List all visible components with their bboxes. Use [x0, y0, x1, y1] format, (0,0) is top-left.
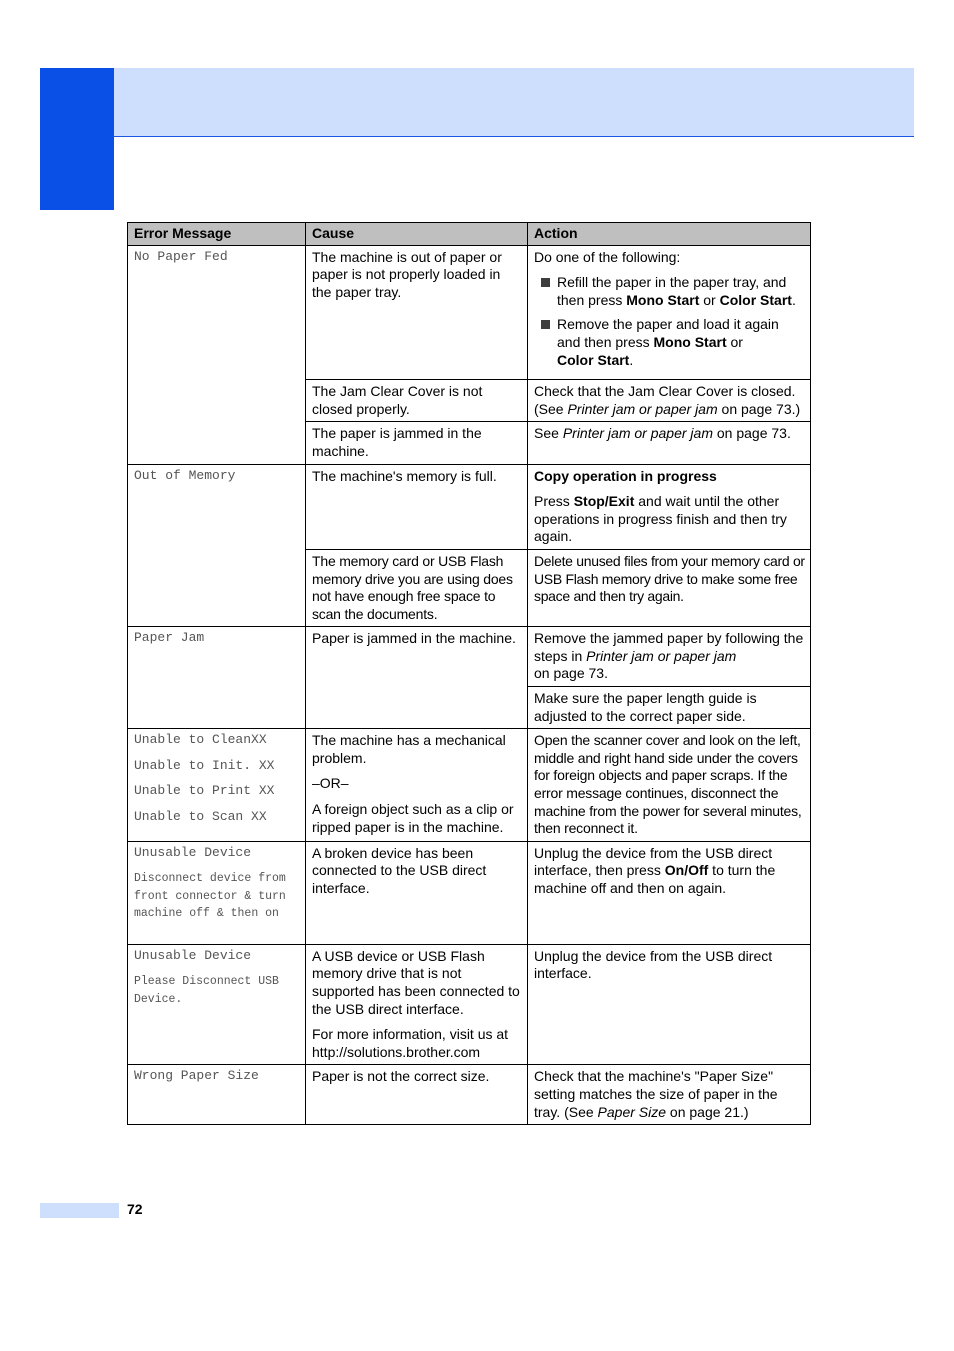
cause-text: A USB device or USB Flash memory drive that is not supported has been connected to the USB direct interface. — [312, 947, 520, 1017]
cause-text: The machine has a mechanical problem. — [312, 732, 506, 766]
error-message: Unable to Scan XX — [134, 809, 267, 825]
error-message-cell — [128, 627, 306, 729]
error-message: Unusable Device — [134, 947, 252, 963]
action-text: Delete unused files from your memory card or USB Flash memory drive to make some free space and then try again. — [534, 552, 805, 605]
action-cell — [528, 464, 811, 549]
action-cell — [528, 944, 811, 1065]
action-cell — [528, 1065, 811, 1125]
cause-cell — [306, 944, 528, 1065]
cause-cell — [306, 729, 528, 842]
action-cell — [528, 549, 811, 626]
table-row — [128, 841, 811, 944]
error-message: Out of Memory — [134, 467, 236, 483]
cause-text: The Jam Clear Cover is not closed properly. — [312, 383, 483, 417]
action-cell — [528, 422, 811, 464]
action-cell — [528, 841, 811, 944]
chapter-header-band — [114, 68, 914, 137]
error-message-cell — [128, 464, 306, 627]
cause-cell — [306, 422, 528, 464]
error-message-cell — [128, 245, 306, 464]
error-message: Unable to Print XX — [134, 783, 275, 799]
table-row — [128, 464, 811, 549]
table-row — [128, 245, 811, 380]
action-text: Unplug the device from the USB direct interface, then press On/Off to turn the machine off and then on again. — [534, 844, 776, 896]
error-message-cell — [128, 1065, 306, 1125]
cause-cell — [306, 1065, 528, 1125]
cause-cell — [306, 841, 528, 944]
table-row — [128, 944, 811, 1065]
cause-text: The machine is out of paper or paper is not properly loaded in the paper tray. — [312, 248, 502, 300]
action-text: Remove the jammed paper by following the steps in Printer jam or paper jam on page 73. — [534, 630, 804, 682]
error-message-cell — [128, 729, 306, 842]
footer-bar — [40, 1203, 119, 1218]
action-cell — [528, 245, 811, 380]
cause-text: A foreign object such as a clip or ripped paper is in the machine. — [312, 801, 514, 835]
cause-cell — [306, 380, 528, 422]
action-cell — [528, 687, 811, 729]
column-header-error-message: Error Message — [128, 223, 306, 246]
action-cell — [528, 627, 811, 687]
table-row — [128, 729, 811, 842]
cause-text: The memory card or USB Flash memory drive you are using does not have enough free space to scan the documents. — [312, 552, 513, 622]
action-text: Check that the Jam Clear Cover is closed. (See Printer jam or paper jam on page 73.) — [534, 383, 801, 417]
cause-cell — [306, 627, 528, 729]
error-message-cell — [128, 944, 306, 1065]
error-message: No Paper Fed — [134, 248, 228, 264]
bullet-item: Remove the paper and load it again and then press Mono Start or Color Start. — [534, 316, 805, 369]
column-header-action: Action — [528, 223, 811, 246]
table-row — [128, 627, 811, 687]
action-text: See Printer jam or paper jam on page 73. — [534, 425, 791, 442]
action-text: Make sure the paper length guide is adjusted to the correct paper side. — [534, 690, 757, 724]
column-header-cause: Cause — [306, 223, 528, 246]
action-cell — [528, 729, 811, 842]
cause-text: A broken device has been connected to the USB direct interface. — [312, 844, 487, 896]
or-separator: –OR– — [312, 775, 349, 792]
table-row — [128, 1065, 811, 1125]
error-message: Unable to CleanXX — [134, 732, 267, 748]
action-text: Do one of the following: — [534, 248, 681, 265]
action-heading: Copy operation in progress — [534, 467, 717, 484]
action-cell — [528, 380, 811, 422]
error-message: Wrong Paper Size — [134, 1068, 259, 1084]
error-sub-message: Please Disconnect USB Device. — [134, 975, 279, 1006]
cause-text: The paper is jammed in the machine. — [312, 425, 482, 459]
error-message-table — [127, 222, 811, 1125]
bullet-item: Refill the paper in the paper tray, and then press Mono Start or Color Start. — [534, 274, 805, 309]
error-message-cell — [128, 841, 306, 944]
action-bullet-list — [534, 274, 805, 369]
error-sub-message: Disconnect device from front connector & turn machine off & then on — [134, 872, 286, 921]
error-message: Paper Jam — [134, 630, 205, 646]
page-number: 72 — [127, 1201, 143, 1217]
cause-cell — [306, 245, 528, 380]
cause-cell — [306, 464, 528, 549]
action-text: Open the scanner cover and look on the left, middle and right hand side under the covers for foreign objects and paper scraps. If the error message continues, disconnect the machine from the power for several minutes, then reconnect it. — [534, 732, 802, 837]
cause-text: For more information, visit us at http://solutions.brother.com — [312, 1026, 509, 1060]
chapter-tab — [40, 68, 114, 210]
action-text: Press Stop/Exit and wait until the other operations in progress finish and then try again. — [534, 493, 787, 545]
error-message: Unable to Init. XX — [134, 757, 275, 773]
action-text: Unplug the device from the USB direct interface. — [534, 947, 773, 982]
action-text: Check that the machine's "Paper Size" setting matches the size of paper in the tray. (See Paper Size on page 21.) — [534, 1068, 778, 1120]
cause-cell — [306, 549, 528, 626]
error-message: Unusable Device — [134, 844, 252, 860]
cause-text: Paper is jammed in the machine. — [312, 630, 516, 647]
cause-text: The machine's memory is full. — [312, 467, 497, 484]
table-header-row — [128, 223, 811, 246]
cause-text: Paper is not the correct size. — [312, 1068, 490, 1085]
